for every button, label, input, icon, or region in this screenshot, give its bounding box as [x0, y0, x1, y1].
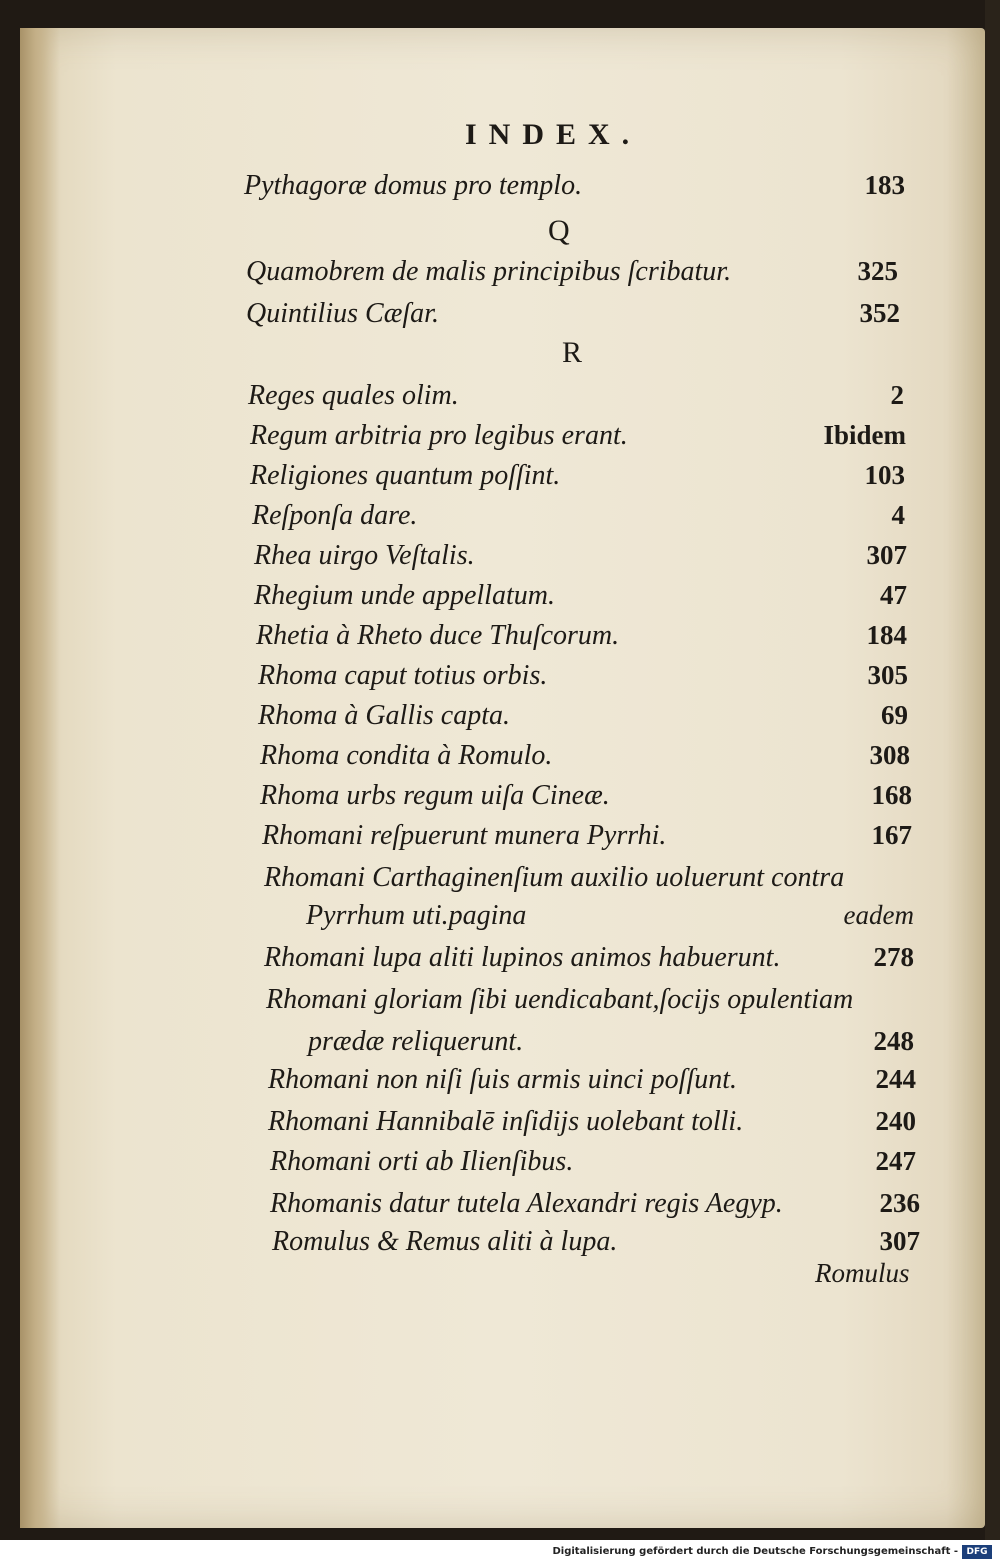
entry-page: 248 — [873, 1026, 914, 1056]
entry-page: 305 — [867, 660, 908, 690]
index-entry — [0, 1066, 1000, 1110]
index-entry — [0, 944, 1000, 988]
entry-text: Pyrrhum uti.pagina — [306, 900, 527, 931]
entry-page: 247 — [875, 1146, 916, 1176]
entry-page: 183 — [864, 170, 905, 200]
index-entry — [0, 300, 1000, 344]
entry-page: 69 — [881, 700, 908, 730]
entry-page: 240 — [875, 1106, 916, 1136]
section-letter-r: R — [562, 336, 583, 369]
entry-page: 236 — [879, 1188, 920, 1218]
entry-text: Rhegium unde appellatum. — [254, 580, 555, 611]
index-entry — [0, 258, 1000, 302]
entry-text: Rhomani orti ab Ilienſibus. — [270, 1146, 574, 1177]
entry-text: Quintilius Cæſar. — [246, 298, 439, 329]
entry-text: Regum arbitria pro legibus erant. — [250, 420, 628, 451]
index-entry — [0, 462, 1000, 506]
index-entry — [0, 502, 1000, 546]
entry-page: eadem — [843, 900, 914, 930]
index-entry — [0, 172, 1000, 216]
entry-page: 184 — [866, 620, 907, 650]
index-entry — [0, 986, 1000, 1030]
entry-text: Pythagoræ domus pro templo. — [244, 170, 583, 201]
digitization-footer — [0, 1540, 1000, 1564]
entry-text: Rhea uirgo Veſtalis. — [254, 540, 475, 571]
entry-text: Religiones quantum poſſint. — [250, 460, 561, 491]
entry-page: 325 — [857, 256, 898, 286]
entry-text: Rhoma urbs regum uiſa Cineæ. — [260, 780, 610, 811]
entry-page: 352 — [859, 298, 900, 328]
index-entry — [0, 902, 1000, 946]
entry-page: Ibidem — [823, 420, 906, 450]
entry-page: 2 — [890, 380, 904, 410]
entry-page: 103 — [864, 460, 905, 490]
catchword: Romulus — [815, 1258, 910, 1288]
entry-text: Rhomani non niſi ſuis armis uinci poſſunt. — [268, 1064, 738, 1095]
entry-page: 168 — [871, 780, 912, 810]
running-head: INDEX. — [465, 118, 642, 151]
entry-text: Rhoma caput totius orbis. — [258, 660, 548, 691]
entry-page: 244 — [875, 1064, 916, 1094]
entry-page: 47 — [880, 580, 907, 610]
entry-page: 307 — [866, 540, 907, 570]
entry-text: Rhoma condita à Romulo. — [260, 740, 553, 771]
entry-text: Romulus & Remus aliti à lupa. — [272, 1226, 618, 1257]
entry-page: 308 — [869, 740, 910, 770]
entry-text: Rhetia à Rheto duce Thuſcorum. — [256, 620, 620, 651]
entry-page: 4 — [891, 500, 905, 530]
entry-text: Rhomani Carthaginenſium auxilio uoluerunt contra — [264, 862, 845, 893]
index-entry — [0, 1148, 1000, 1192]
entry-page: 167 — [871, 820, 912, 850]
entry-text: Rhomanis datur tutela Alexandri regis Aegyp. — [270, 1188, 783, 1219]
entry-text: Rhomani gloriam ſibi uendicabant,ſocijs opulentiam — [266, 984, 854, 1015]
entry-text: prædæ reliquerunt. — [308, 1026, 524, 1057]
entry-page: 278 — [873, 942, 914, 972]
index-entry — [0, 822, 1000, 866]
entry-text: Rhomani Hannibalē inſidijs uolebant tolli. — [268, 1106, 744, 1137]
entry-text: Quamobrem de malis principibus ſcribatur. — [246, 256, 732, 287]
entry-text: Rhoma à Gallis capta. — [258, 700, 510, 731]
footer-credit: Digitalisierung gefördert durch die Deutsche Forschungsgemeinschaft - — [552, 1546, 958, 1557]
entry-text: Reſponſa dare. — [252, 500, 418, 531]
entry-text: Rhomani lupa aliti lupinos animos habuerunt. — [264, 942, 781, 973]
entry-text: Rhomani reſpuerunt munera Pyrrhi. — [262, 820, 667, 851]
entry-text: Reges quales olim. — [248, 380, 459, 411]
entry-page: 307 — [879, 1226, 920, 1256]
section-letter-q: Q — [548, 214, 570, 247]
dfg-logo-icon: DFG — [962, 1545, 992, 1559]
